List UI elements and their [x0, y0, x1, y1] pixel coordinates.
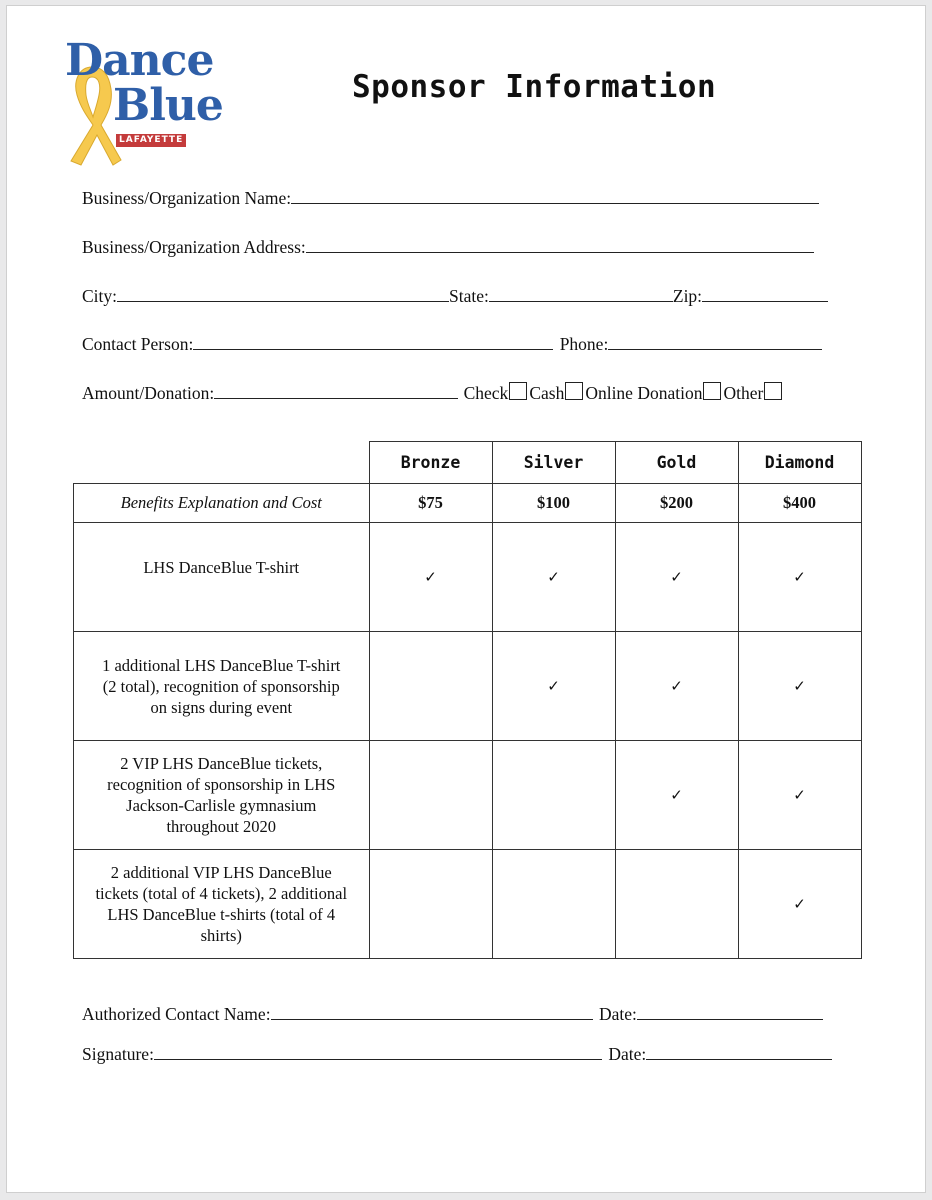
- authorized-contact-field[interactable]: [271, 1005, 593, 1020]
- empty-corner-cell: [74, 442, 370, 484]
- check-cell: [615, 523, 738, 632]
- check-cell: [738, 741, 861, 850]
- check-mark-icon: ✓: [793, 568, 806, 586]
- date-field[interactable]: [646, 1045, 832, 1060]
- check-cell: [738, 850, 861, 959]
- check-mark-icon: ✓: [793, 786, 806, 804]
- authorized-contact-row: [82, 1004, 823, 1025]
- state-field[interactable]: [489, 287, 673, 302]
- date-label: Date:: [608, 1044, 647, 1064]
- benefits-table: [73, 441, 862, 959]
- city-state-zip-row: [82, 286, 828, 307]
- authorized-contact-label: Authorized Contact Name:: [82, 1004, 271, 1024]
- check-mark-icon: ✓: [793, 677, 806, 695]
- price-gold: $200: [615, 484, 738, 523]
- check-cell: [738, 523, 861, 632]
- check-cell: [492, 523, 615, 632]
- form-page: [6, 5, 926, 1193]
- tier-gold: Gold: [615, 442, 738, 484]
- signature-field[interactable]: [154, 1045, 602, 1060]
- check-mark-icon: ✓: [793, 895, 806, 913]
- online-donation-checkbox[interactable]: [703, 382, 721, 400]
- check-cell: [369, 850, 492, 959]
- benefit-row: [74, 850, 862, 959]
- tier-silver: Silver: [492, 442, 615, 484]
- check-mark-icon: ✓: [547, 677, 560, 695]
- contact-person-label: Contact Person:: [82, 334, 194, 354]
- price-diamond: $400: [738, 484, 861, 523]
- tier-header-row: [74, 442, 862, 484]
- city-field[interactable]: [117, 287, 449, 302]
- cash-option-label: Cash: [529, 383, 565, 403]
- tier-bronze: Bronze: [369, 442, 492, 484]
- check-mark-icon: ✓: [424, 568, 437, 586]
- other-option-label: Other: [723, 383, 764, 403]
- check-mark-icon: ✓: [547, 568, 560, 586]
- logo-lafayette-tag: LAFAYETTE: [116, 134, 186, 147]
- check-mark-icon: ✓: [670, 786, 683, 804]
- business-address-field[interactable]: [306, 238, 814, 253]
- check-cell: [369, 741, 492, 850]
- tier-diamond: Diamond: [738, 442, 861, 484]
- signature-row: [82, 1044, 832, 1065]
- logo-word-dance: Dance: [65, 35, 214, 86]
- contact-phone-row: [82, 334, 822, 355]
- zip-label: Zip:: [672, 286, 703, 306]
- state-label: State:: [449, 286, 489, 306]
- benefit-text: 2 VIP LHS DanceBlue tickets, recognition of sponsorship in LHS Jackson-Carlisle gymnasium throughout 2020: [74, 741, 370, 850]
- price-row: [74, 484, 862, 523]
- check-cell: [738, 632, 861, 741]
- check-checkbox[interactable]: [509, 382, 527, 400]
- check-option-label: Check: [463, 383, 509, 403]
- other-checkbox[interactable]: [764, 382, 782, 400]
- date-field[interactable]: [637, 1005, 823, 1020]
- business-name-field[interactable]: [291, 189, 819, 204]
- logo-word-blue: Blue: [113, 80, 223, 131]
- benefits-header: Benefits Explanation and Cost: [74, 484, 370, 523]
- cash-checkbox[interactable]: [565, 382, 583, 400]
- benefit-row: [74, 741, 862, 850]
- check-cell: [369, 632, 492, 741]
- amount-field[interactable]: [214, 384, 458, 399]
- phone-label: Phone:: [559, 334, 609, 354]
- online-donation-option-label: Online Donation: [585, 383, 703, 403]
- phone-field[interactable]: [608, 335, 822, 350]
- business-name-label: Business/Organization Name:: [82, 188, 292, 208]
- benefit-text: 2 additional VIP LHS DanceBlue tickets (total of 4 tickets), 2 additional LHS DanceBlue t-shirts (total of 4 shirts): [74, 850, 370, 959]
- page-title: Sponsor Information: [352, 69, 717, 105]
- check-cell: [492, 632, 615, 741]
- contact-person-field[interactable]: [193, 335, 553, 350]
- danceblue-logo: [7, 6, 247, 176]
- check-cell: [615, 632, 738, 741]
- check-mark-icon: ✓: [670, 568, 683, 586]
- check-cell: [369, 523, 492, 632]
- signature-label: Signature:: [82, 1044, 154, 1064]
- benefit-row: [74, 632, 862, 741]
- benefit-text: 1 additional LHS DanceBlue T-shirt (2 total), recognition of sponsorship on signs during event: [74, 632, 370, 741]
- zip-field[interactable]: [702, 287, 828, 302]
- check-cell: [615, 741, 738, 850]
- amount-row: [82, 382, 784, 404]
- date-label: Date:: [598, 1004, 637, 1024]
- price-bronze: $75: [369, 484, 492, 523]
- check-cell: [492, 850, 615, 959]
- business-name-row: [82, 188, 819, 209]
- check-mark-icon: ✓: [670, 677, 683, 695]
- benefit-row: [74, 523, 862, 632]
- city-label: City:: [82, 286, 118, 306]
- check-cell: [615, 850, 738, 959]
- price-silver: $100: [492, 484, 615, 523]
- business-address-label: Business/Organization Address:: [82, 237, 306, 257]
- check-cell: [492, 741, 615, 850]
- benefit-text: LHS DanceBlue T-shirt: [74, 523, 370, 632]
- business-address-row: [82, 237, 814, 258]
- amount-label: Amount/Donation:: [82, 383, 215, 403]
